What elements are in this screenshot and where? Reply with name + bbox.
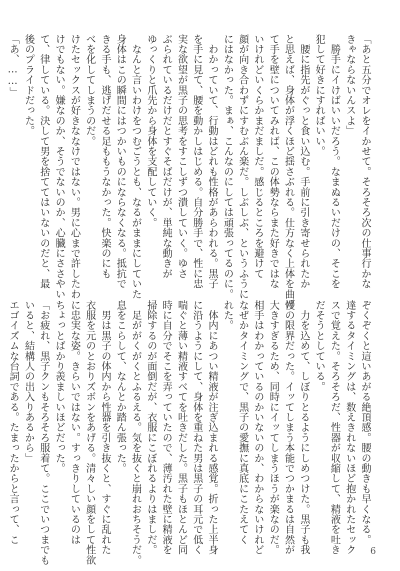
text-line: 「あと五分でオレをイかせて。そろそろ次の仕事行かな — [359, 34, 370, 289]
text-line: ちょっとばかり羨ましいほどだった。 — [53, 300, 65, 474]
text-line: 大きすぎるため、同時にイッてしまうほうが楽なのだ。 — [267, 300, 279, 555]
text-line: と思えば、身体が浮くほど揺さぶれる。仕方なく上体を曲げ — [282, 34, 294, 310]
text-line: れた。 — [221, 300, 233, 331]
text-line: 勝手にイけばいいだろう。なまぬるいだけの、そこを — [328, 34, 340, 289]
text-line: きゃならないんスよ」 — [343, 34, 355, 136]
text-line: 息をこらして、なんとか踏ん張った。 — [114, 300, 126, 474]
text-line: に沿うようにして、身体を重ねた男は黒子の耳元で低く — [190, 300, 202, 555]
text-line: けでもない。嫌なのか、そうでないのか、心臓にささやい — [53, 34, 65, 300]
text-line: だそうとしている。 — [313, 300, 325, 392]
text-line: に忠実な姿。きらいではない。すっきりしているのは — [68, 300, 80, 545]
text-line: スで覚えた。そろそろだ、性器が収縮して、精液を吐き — [328, 300, 340, 555]
text-line: 「お疲れ、黒子クンもそろそろ服着て。ここでいつまでも — [37, 300, 49, 566]
text-line: 達するタイミングは、数えきれないほど抱かれたセック — [343, 300, 355, 555]
text-line: 衣服を元のとおりズボンをあげる。清々しい顔をして性欲 — [83, 300, 95, 566]
text-line: 「あ、……」 — [7, 34, 19, 98]
text-line: にはなかった。まぁ、こんなのにしては頑張ってるのに。 — [221, 34, 233, 300]
text-line: 体内にあつい精液が注ぎ込まれる感覚。折った上半身 — [206, 300, 218, 555]
text-line: ぶられているだけだとすぐそばだけが、単純な動きが — [160, 34, 172, 279]
text-line: エゴイズムな台詞である。たまったからと言って、こ — [7, 300, 19, 545]
text-line: 男は黒子の体内から性器を引き抜くと、すぐに乱れた — [98, 300, 110, 555]
text-line: 後のプライドだった。 — [22, 34, 34, 136]
text-line: 腰に指先がぐっと食い込む。手前に引き寄せられたか — [297, 34, 309, 289]
text-line: 犯して好きにすればいい。 — [313, 34, 325, 157]
text-line: なんと言いわけをつむごうとも、なるがままにしていた — [129, 34, 141, 300]
text-line: 慢の限界だった。イッてしまう本能でつかまるは自然が — [282, 300, 294, 555]
text-line: 身体はこの瞬間にはつかいものにならなくなる。抵抗で — [114, 34, 126, 289]
text-line: ぞくぞくと這いあがる絶頂感。腰の動きも早くなる。 — [359, 300, 370, 545]
text-line: 相手はわかっているのかいないのか、わからないけれど — [251, 300, 263, 555]
text-line: 足ががくがくとふるえる。気を抜くと崩れおちそうだ。 — [129, 300, 141, 566]
text-line: 時に自分でそこを弄っていたので、薄汚れた壁に精液を — [160, 300, 172, 555]
page-number: 6 — [370, 547, 376, 557]
lower-text-block — [7, 300, 372, 566]
text-line: けたセックスが好きななけではない。男に心まで許したわ — [68, 34, 80, 300]
text-line: きる手も、逃げだせる足ももうなかった。快楽のにも — [98, 34, 110, 279]
text-line: ゆっくりと爪先から身体を支配していく。 — [144, 34, 156, 228]
text-line: 掃除するのが面倒だが、衣服にこぼれるよりはましだ。 — [144, 300, 156, 555]
text-line: 喘ぐと薄い精液すべてを吐きだした。黒子もほとんど同 — [175, 300, 187, 555]
text-line: なぜかタイミングで、黒子の愛撫に真底にこたえてく — [236, 300, 248, 545]
text-line: いると、結構人の出入りあるから」 — [22, 300, 34, 464]
upper-text-block — [7, 34, 372, 310]
text-line: を手に見て、腰を動かしはじめる。自分勝手で、性に忠 — [190, 34, 202, 289]
text-line: 顔が向き合わずにすむぶん楽だ。しぶしぶ、というふうに — [236, 34, 248, 300]
text-line: て手を壁についてみれば、この体勢ならまた好きではな — [267, 34, 279, 289]
text-line: 実な欲望が黒子の思考をすこしずつ潰していく。ゆさ — [175, 34, 187, 279]
text-line: いけれどいくらかまだましだ。感じるところを避けて — [251, 34, 263, 279]
text-line: べを化してしまうのだ。 — [83, 34, 95, 147]
text-line: て、律している。決して男を捨ててはいないのだと、最 — [37, 34, 49, 289]
text-line: わかっていて、行動はどれも性格があらわれる。黒子 — [206, 34, 218, 289]
text-line: 力を込めて、しぼりとるようにしめつけた。黒子も我 — [297, 300, 309, 555]
